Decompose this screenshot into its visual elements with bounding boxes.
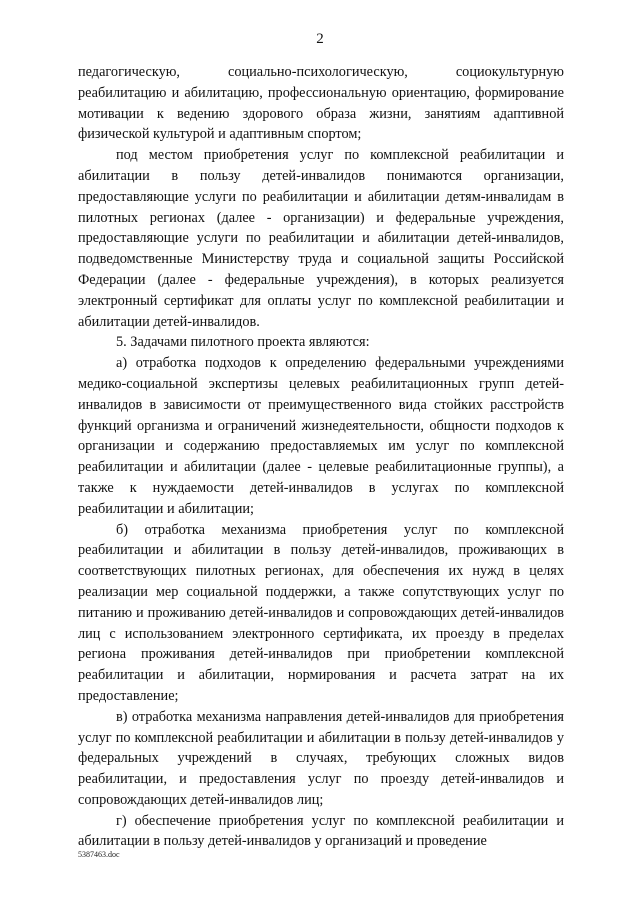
paragraph-task-v: в) отработка механизма направления детей-инвалидов для приобретения услуг по комплексной реабилитации и абилитации в пользу детей-инвалидов у федеральных учреждений в случаях, требующих сложных видов реабилитации, и предоставления услуг по проезду детей-инвалидов и сопровождающих детей-инвалидов лиц; xyxy=(78,708,564,808)
paragraph-rehab-types: педагогическую, социально-психологическую, социокультурную реабилитацию и абилитацию, профессиональную ориентацию, формирование мотивации к ведению здорового образа жизни, занятиям адаптивной физической культурой и адаптивным спортом; xyxy=(78,64,564,143)
paragraph-place-of-purchase: под местом приобретения услуг по комплексной реабилитации и абилитации в пользу детей-инвалидов понимаются организации, предоставляющие услуги по реабилитации и абилитации детям-инвалидам в пилотных регионах (далее - организации) и федеральные учреждения, предоставляющие услуги по реабилитации и абилитации детей-инвалидов, подведомственные Министерству труда и социальной защиты Российской Федерации (далее - федеральные учреждения), в которых реализуется электронный сертификат для оплаты услуг по комплексной реабилитации и абилитации детей-инвалидов. xyxy=(78,147,564,330)
paragraph-tasks-heading: 5. Задачами пилотного проекта являются: xyxy=(116,334,370,351)
paragraph-task-g: г) обеспечение приобретения услуг по комплексной реабилитации и абилитации в пользу детей-инвалидов у организаций и проведение xyxy=(78,812,564,850)
page-number: 2 xyxy=(316,31,324,47)
document-body xyxy=(78,62,564,852)
paragraph-task-b: б) отработка механизма приобретения услуг по комплексной реабилитации и абилитации в пользу детей-инвалидов, проживающих в соответствующих пилотных регионах, для обеспечения их нужд в целях реализации мер социальной поддержки, а также сопутствующих услуг по питанию и проживанию детей-инвалидов и сопровождающих детей-инвалидов лиц с использованием электронного сертификата, их проезду в пределах региона проживания детей-инвалидов при приобретении комплексной реабилитации и абилитации, нормирования и расчета затрат на их предоставление; xyxy=(78,521,564,704)
footer-document-filename: 5387463.doc xyxy=(78,850,120,859)
paragraph-task-a: а) отработка подходов к определению федеральными учреждениями медико-социальной экспертизы целевых реабилитационных групп детей-инвалидов в зависимости от преимущественного вида стойких расстройств функций организма и ограничений жизнедеятельности, общности подходов к организации и содержанию предоставляемых им услуг по комплексной реабилитации и абилитации (далее - целевые реабилитационные группы), а также к нуждаемости детей-инвалидов в услугах по комплексной реабилитации и абилитации; xyxy=(78,355,564,517)
